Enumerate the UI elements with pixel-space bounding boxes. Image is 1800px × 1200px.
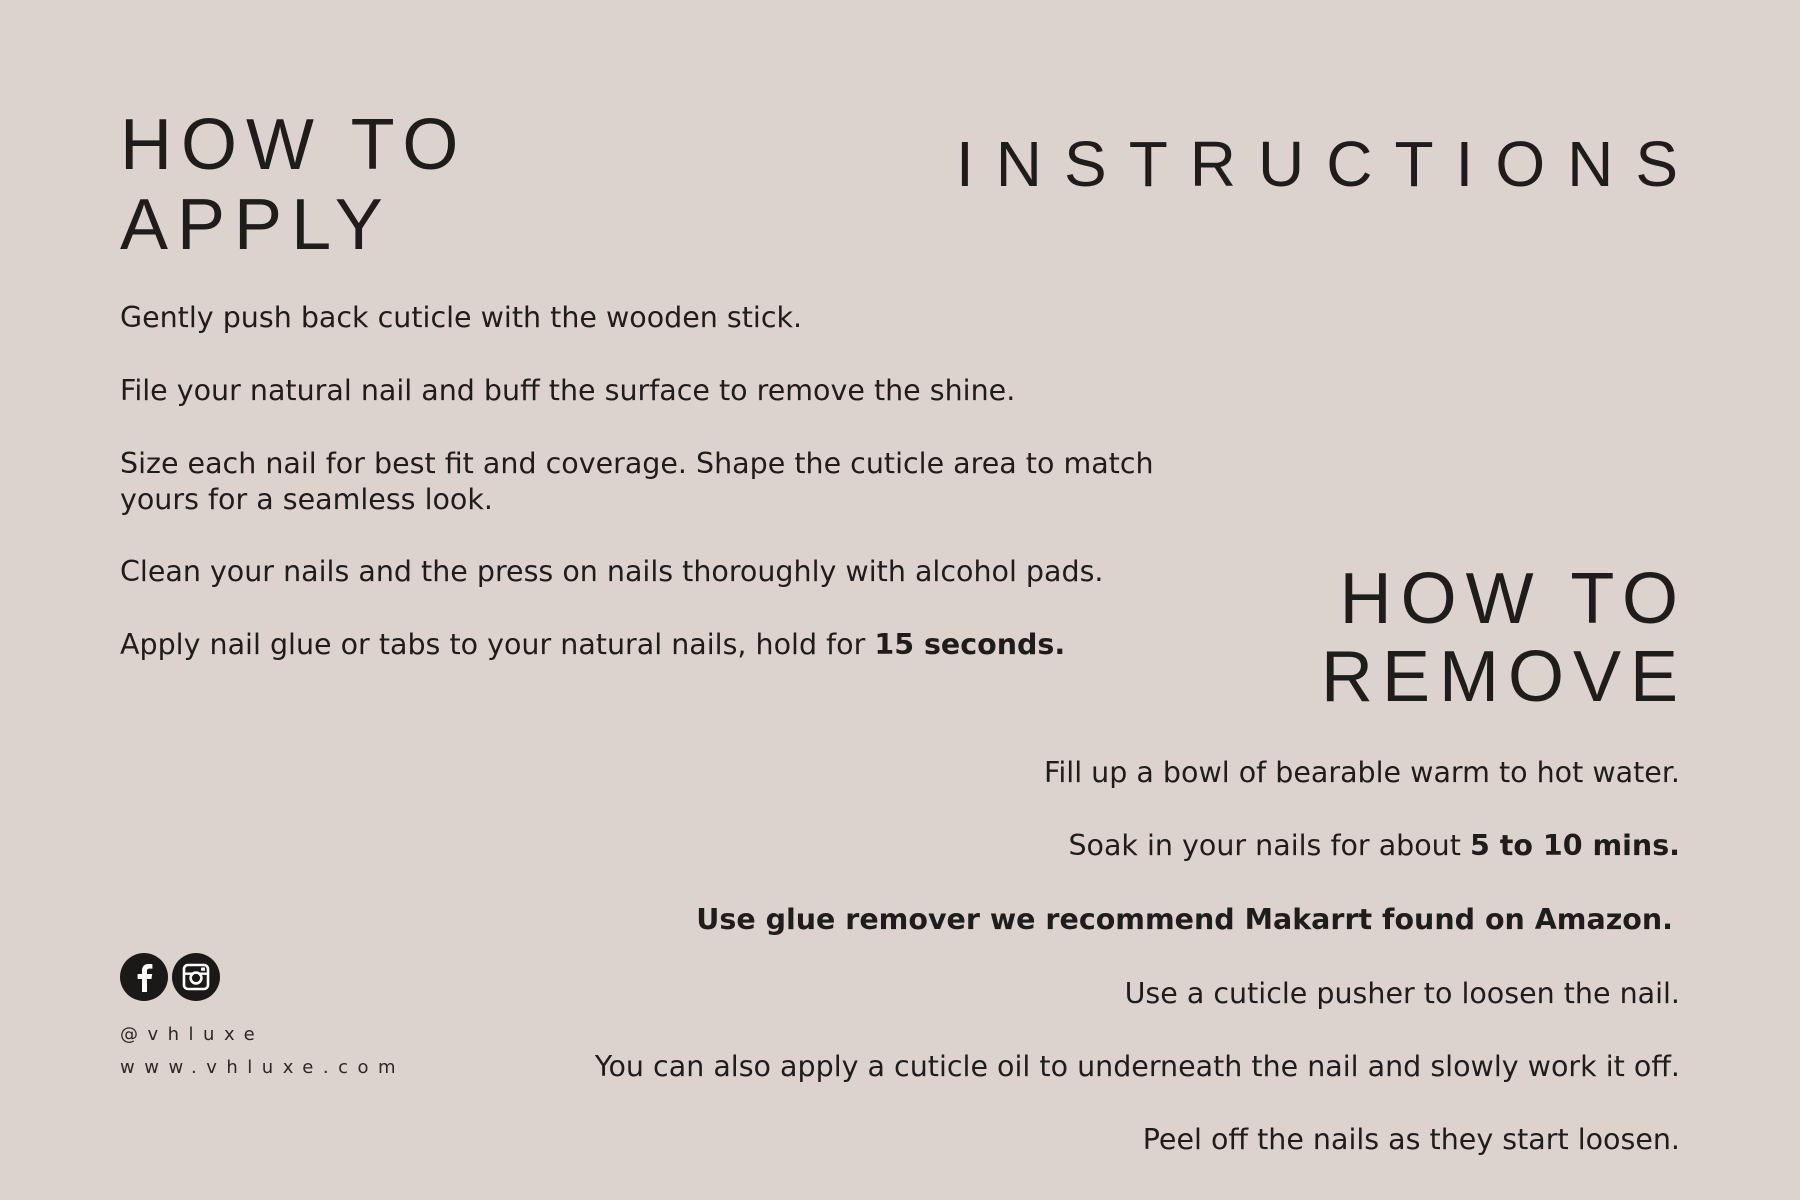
remove-step-1: Fill up a bowl of bearable warm to hot water. <box>1044 756 1680 789</box>
apply-heading-line1: HOW TO <box>120 105 468 185</box>
remove-step-4: Use a cuticle pusher to loosen the nail. <box>1124 977 1680 1010</box>
apply-step-2: File your natural nail and buff the surface to remove the shine. <box>120 374 1016 407</box>
apply-step-1: Gently push back cuticle with the wooden stick. <box>120 301 803 334</box>
remove-step-2-text: Soak in your nails for about <box>1068 829 1470 862</box>
facebook-icon[interactable] <box>120 953 168 1001</box>
remove-step-2-duration: 5 to 10 mins. <box>1469 829 1680 862</box>
remove-step-6: Peel off the nails as they start loosen. <box>1142 1123 1680 1156</box>
apply-step-4: Clean your nails and the press on nails thoroughly with alcohol pads. <box>120 555 1104 588</box>
remove-step-3 <box>696 902 1673 938</box>
remove-heading-line1: HOW TO <box>1339 559 1687 639</box>
remove-step-5: You can also apply a cuticle oil to underneath the nail and slowly work it off. <box>594 1050 1680 1083</box>
remove-step-3-recommendation: Use glue remover we recommend Makarrt found on Amazon. <box>696 903 1673 936</box>
how-to-apply-heading <box>120 105 467 265</box>
how-to-remove-heading <box>1321 560 1687 716</box>
apply-step-5 <box>120 627 1065 663</box>
apply-step-5-duration: 15 seconds. <box>874 628 1066 661</box>
social-links <box>120 953 220 1001</box>
website-link[interactable]: www.vhluxe.com <box>120 1057 406 1078</box>
remove-step-2 <box>1068 828 1680 864</box>
instagram-icon[interactable] <box>172 953 220 1001</box>
apply-heading-line2: APPLY <box>120 185 392 265</box>
remove-heading-line2: REMOVE <box>1320 637 1687 717</box>
social-handle: @vhluxe <box>120 1024 265 1045</box>
instructions-title: INSTRUCTIONS <box>956 128 1700 200</box>
apply-step-5-text: Apply nail glue or tabs to your natural nails, hold for <box>120 628 875 661</box>
apply-step-3: Size each nail for best fit and coverage. Shape the cuticle area to match yours for a seamless look. <box>120 447 1154 516</box>
